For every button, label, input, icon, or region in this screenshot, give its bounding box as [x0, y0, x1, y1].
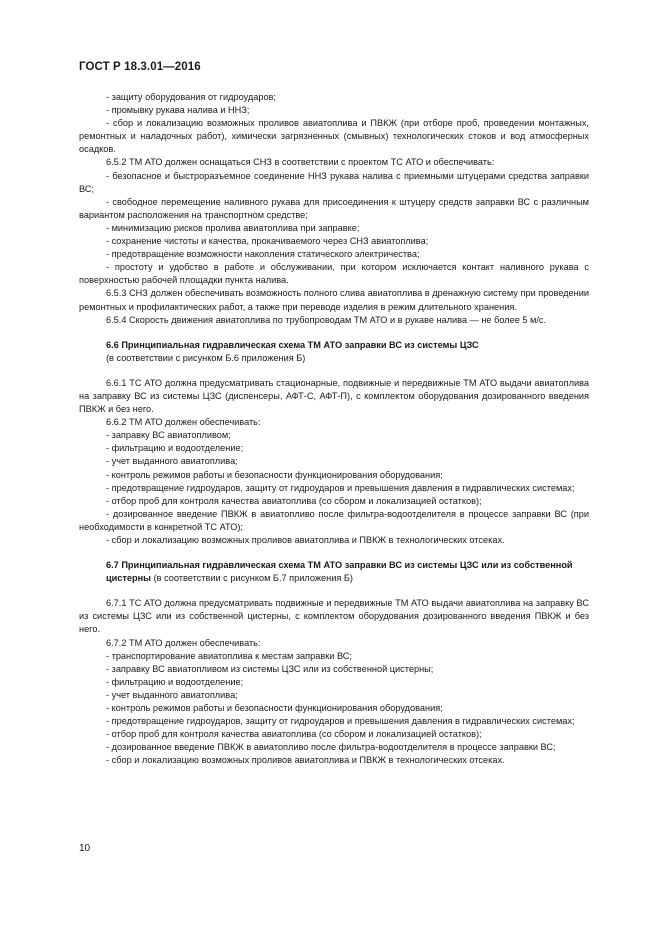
paragraph: - дозированное введение ПВКЖ в авиатопливо после фильтра-водоотделителя в процессе заправки ВС;	[106, 742, 556, 753]
paragraph: - предотвращение гидроударов, защиту от гидроударов и превышения давления в гидравлических системах;	[106, 716, 575, 727]
paragraph: - фильтрацию и водоотделение;	[106, 676, 244, 687]
paragraph: - фильтрацию и водоотделение;	[106, 443, 244, 454]
document-header: ГОСТ Р 18.3.01—2016	[79, 61, 201, 73]
section-6-6-heading	[79, 339, 589, 365]
paragraph: - предотвращение гидроударов, защиту от гидроударов и превышения давления в гидравлических системах;	[106, 482, 575, 493]
paragraph: 6.6.1 ТС АТО должна предусматривать стационарные, подвижные и передвижные ТМ АТО выдачи авиатоплива на заправку ВС из системы ЦЗС (диспенсеры, АФТ-С, АФТ-П), с комплектом оборудования дозированного введения ПВКЖ и без него.	[79, 377, 589, 415]
paragraph: - простоту и удобство в работе и обслуживании, при котором исключается контакт наливного рукава с поверхностью рабочей площадки пункта налива.	[79, 262, 589, 286]
section-title: 6.7 Принципиальная гидравлическая схема ТМ АТО заправки ВС из системы ЦЗС или из собственной цистерны	[106, 560, 573, 584]
paragraph: - отбор проб для контроля качества авиатоплива (со сбором и локализацией остатков);	[106, 495, 482, 506]
paragraph: 6.6.2 ТМ АТО должен обеспечивать:	[106, 417, 261, 428]
paragraph: - безопасное и быстроразъемное соединение ННЗ рукава налива с приемными штуцерами средства заправки ВС;	[79, 170, 589, 194]
section-subtitle: (в соответствии с рисунком Б.6 приложения Б)	[106, 352, 306, 363]
paragraph: - сбор и локализацию возможных проливов авиатоплива и ПВКЖ в технологических отсеках.	[106, 755, 505, 766]
paragraph: - заправку ВС авиатопливом;	[106, 430, 231, 441]
paragraph: - заправку ВС авиатопливом из системы ЦЗС или из собственной цистерны;	[106, 663, 434, 674]
paragraph: - учет выданного авиатоплива;	[106, 689, 238, 700]
section-subtitle: (в соответствии с рисунком Б.7 приложения Б)	[151, 573, 353, 584]
paragraph: - защиту оборудования от гидроударов;	[106, 92, 276, 102]
paragraph: - предотвращение возможности накопления статического электричества;	[106, 249, 420, 260]
paragraph: - контроль режимов работы и безопасности функционирования оборудования;	[106, 469, 443, 480]
paragraph: - транспортирование авиатоплива к местам заправки ВС;	[106, 650, 352, 661]
paragraph: - сбор и локализацию возможных проливов авиатоплива и ПВКЖ в технологических отсеках.	[106, 535, 505, 545]
paragraph: - контроль режимов работы и безопасности функционирования оборудования;	[106, 703, 443, 714]
paragraph: 6.5.3 СНЗ должен обеспечивать возможность полного слива авиатоплива в дренажную систему при проведении ремонтных и профилактических работ, а также при переводе изделия в режим длительного хранения.	[79, 288, 589, 312]
paragraph: 6.7.2 ТМ АТО должен обеспечивать:	[106, 637, 261, 648]
paragraph: 6.5.2 ТМ АТО должен оснащаться СНЗ в соответствии с проектом ТС АТО и обеспечивать:	[106, 157, 495, 168]
page-number: 10	[79, 843, 91, 854]
paragraph: - свободное перемещение наливного рукава для присоединения к штуцеру средств заправки ВС с различным вариантом расположения на транспортном средстве;	[79, 196, 589, 220]
paragraph: - учет выданного авиатоплива;	[106, 456, 238, 467]
paragraph: - дозированное введение ПВКЖ в авиатопливо после фильтра-водоотделителя в процессе заправки ВС (при необходимости в конкретной ТС АТО);	[79, 508, 589, 532]
document-body	[79, 91, 589, 768]
paragraph: - сохранение чистоты и качества, прокачиваемого через СНЗ авиатоплива;	[106, 236, 429, 247]
paragraph: - отбор проб для контроля качества авиатоплива (со сбором и локализацией остатков);	[106, 729, 482, 740]
section-title: 6.6 Принципиальная гидравлическая схема ТМ АТО заправки ВС из системы ЦЗС	[106, 339, 479, 350]
paragraph: - промывку рукава налива и ННЗ;	[106, 105, 250, 116]
paragraph: - сбор и локализацию возможных проливов авиатоплива и ПВКЖ (при отборе проб, проведении монтажных, ремонтных и наладочных работ), химически загрязненных (смывных) технологических стоков и вод атмосферных осадков.	[79, 118, 589, 155]
section-6-7-heading	[79, 559, 589, 585]
paragraph: - минимизацию рисков пролива авиатоплива при заправке;	[106, 222, 360, 233]
paragraph: 6.5.4 Скорость движения авиатоплива по трубопроводам ТМ АТО и в рукаве налива — не более 5 м/с.	[106, 314, 547, 325]
paragraph: 6.7.1 ТС АТО должна предусматривать подвижные и передвижные ТМ АТО выдачи авиатоплива на заправку ВС из системы ЦЗС или из собственной цистерны, с комплектом оборудования дозированного введения ПВКЖ и без него.	[79, 598, 589, 635]
